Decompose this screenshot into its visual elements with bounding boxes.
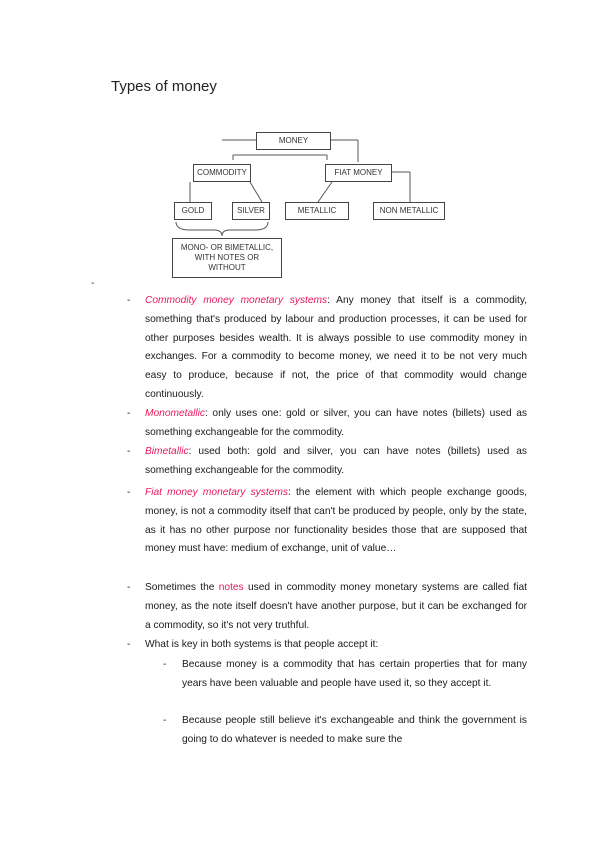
bullet: - [127,487,131,498]
list-item [182,656,527,694]
money-types-diagram [0,0,600,290]
metallic-box: METALLIC [285,202,349,220]
item-text: What is key in both systems is that people accept it: [145,639,379,650]
stray-dash: - [91,278,95,289]
page-title: Types of money [111,78,217,95]
term-fiat-money: Fiat money monetary systems [145,487,288,498]
bullet: - [163,659,167,670]
item-text: used in commodity money monetary systems are called fiat money, as the note itself doesn't have another purpose, but it can be exchanged for a commodity, so it's not very truthful. [145,582,527,631]
bullet: - [127,408,131,419]
term-notes: notes [218,582,244,593]
money-box: MONEY [256,132,331,150]
list-item [145,292,527,405]
list-item [145,405,527,443]
item-text: : only uses one: gold or silver, you can have notes (billets) used as something exchangeable for the commodity. [145,408,527,438]
bullet: - [127,639,131,650]
item-text: : the element with which people exchange goods, money, is not a commodity itself that can't be produced by people, only by the state, as it has no other purpose nor functionality besides those that are supposed that money must have: medium of exchange, unit of value… [145,487,528,555]
bullet: - [127,582,131,593]
commodity-box: COMMODITY [193,164,251,182]
item-text: Because money is a commodity that has certain properties that for many years have been valuable and people have used it, so they accept it. [182,659,527,689]
term-bimetallic: Bimetallic [145,446,189,457]
term-monometallic: Monometallic [145,408,206,419]
bullet: - [127,295,131,306]
gold-box: GOLD [174,202,212,220]
item-text: Because people still believe it's exchangeable and think the government is going to do whatever is needed to make sure the [182,715,527,745]
list-item [145,484,527,559]
item-text: : Any money that itself is a commodity, something that's produced by labour and production processes, it can be used for other purposes besides wealth. It is always possible to use commodity money in exchanges. For a commodity to become money, we need it to be not very much easy to produce, because if not, the price of that commodity would change continuously. [145,295,527,400]
list-item [145,579,527,635]
list-item [145,443,527,481]
list-item [182,712,527,750]
item-text: Sometimes the [145,582,219,593]
bullet: - [127,446,131,457]
list-item [145,636,527,655]
fiat-money-box: FIAT MONEY [325,164,392,182]
item-text: : used both: gold and silver, you can have notes (billets) used as something exchangeable for the commodity. [145,446,527,476]
silver-box: SILVER [232,202,270,220]
mono-bimetallic-box: MONO- OR BIMETALLIC, WITH NOTES OR WITHOUT [172,238,282,278]
non-metallic-box: NON METALLIC [373,202,445,220]
term-commodity-money: Commodity money monetary systems [145,295,328,306]
bullet: - [163,715,167,726]
